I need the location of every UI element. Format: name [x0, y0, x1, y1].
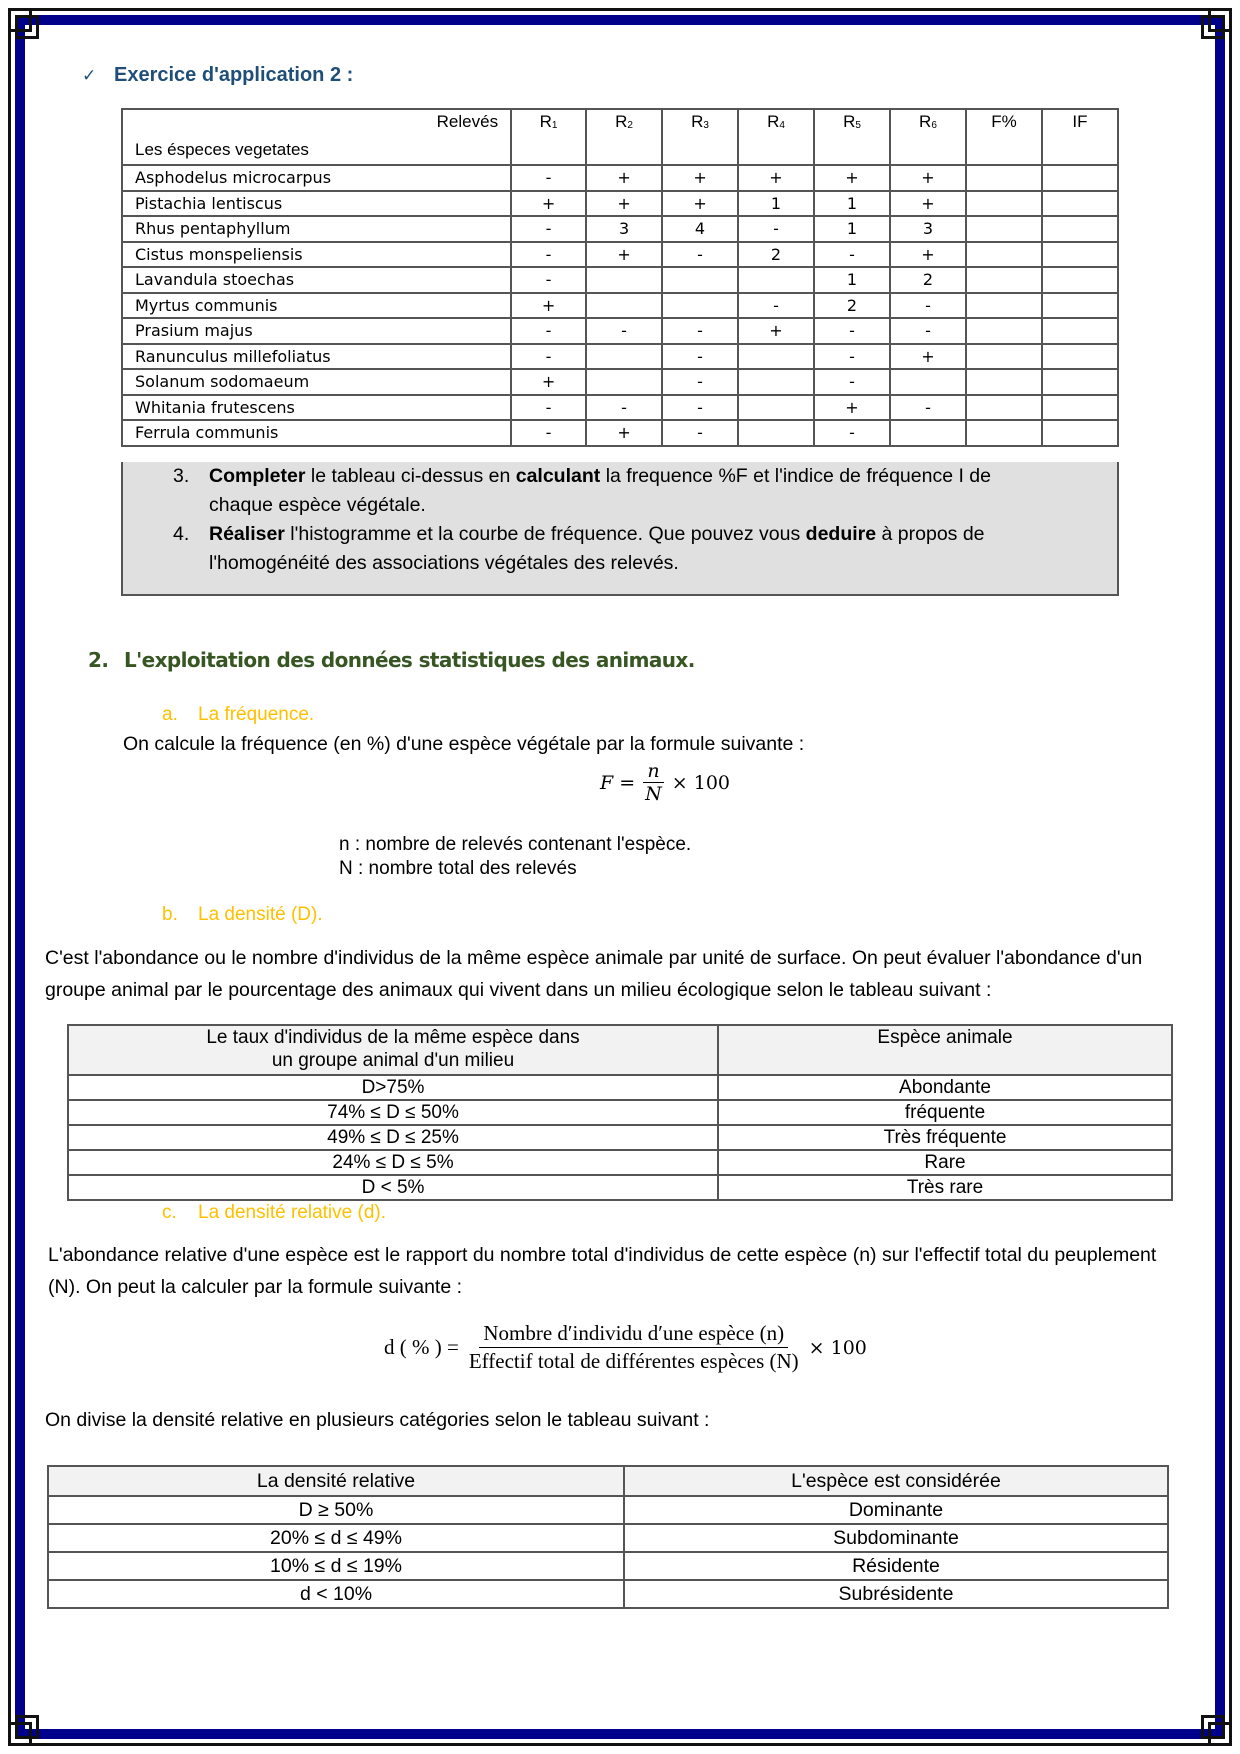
releve-r4-cell [738, 267, 814, 293]
table-row [122, 242, 1118, 268]
table-row [122, 165, 1118, 191]
range-cell: 20% ≤ d ≤ 49% [48, 1524, 624, 1552]
instruction-keyword: Réaliser [209, 523, 285, 545]
table-row [122, 420, 1118, 446]
releve-r5-cell: - [814, 318, 890, 344]
if-cell[interactable] [1042, 293, 1118, 319]
f-percent-cell[interactable] [966, 369, 1042, 395]
releve-r1-cell: - [511, 420, 586, 446]
instructions-list [123, 462, 1117, 578]
releve-r3-cell: - [662, 242, 738, 268]
releve-r6-cell [890, 369, 966, 395]
f-percent-cell[interactable] [966, 191, 1042, 217]
releve-r6-cell [890, 420, 966, 446]
instruction-text: à propos de l'homogénéité des associations végétales des relevés. [209, 523, 985, 574]
if-cell[interactable] [1042, 420, 1118, 446]
releve-r2-cell: + [586, 191, 662, 217]
definition-N: N : nombre total des relevés [339, 858, 577, 879]
releve-r1-cell: - [511, 318, 586, 344]
releve-r2-cell [586, 369, 662, 395]
range-cell: D ≥ 50% [48, 1496, 624, 1524]
table-header-row [122, 109, 1118, 165]
releve-r3-cell: - [662, 318, 738, 344]
releve-r2-cell [586, 267, 662, 293]
subheading-b-title: La densité (D). [198, 904, 323, 925]
releve-r6-cell: - [890, 395, 966, 421]
releve-r4-cell: 2 [738, 242, 814, 268]
releve-r6-cell: + [890, 165, 966, 191]
table-row [122, 191, 1118, 217]
releve-r3-cell: - [662, 420, 738, 446]
releve-r5-cell: 1 [814, 191, 890, 217]
categories-intro: On divise la densité relative en plusieurs catégories selon le tableau suivant : [45, 1409, 710, 1431]
species-name-cell: Ranunculus millefoliatus [122, 344, 511, 370]
subheading-a: a. La fréquence. [162, 704, 315, 725]
species-name-cell: Cistus monspeliensis [122, 242, 511, 268]
releve-r4-cell: - [738, 216, 814, 242]
table-row [122, 344, 1118, 370]
category-cell: Rare [718, 1150, 1172, 1175]
f-percent-cell[interactable] [966, 165, 1042, 191]
instruction-item [123, 520, 1117, 578]
table-row [122, 369, 1118, 395]
f-percent-cell[interactable] [966, 293, 1042, 319]
f-percent-cell[interactable] [966, 242, 1042, 268]
species-name-cell: Myrtus communis [122, 293, 511, 319]
instruction-text: la frequence %F et l'indice de fréquence I de chaque espèce végétale. [209, 465, 991, 516]
category-cell: Résidente [624, 1552, 1168, 1580]
section-2-heading: 2. L'exploitation des données statistiques des animaux. [88, 648, 695, 672]
table-row [68, 1175, 1172, 1200]
species-name-cell: Prasium majus [122, 318, 511, 344]
table-row [122, 216, 1118, 242]
if-cell[interactable] [1042, 242, 1118, 268]
releve-r1-cell: - [511, 267, 586, 293]
f-percent-cell[interactable] [966, 216, 1042, 242]
corner-ornament-tl-inner [15, 15, 39, 39]
header-espece-animale: Espèce animale [718, 1025, 1172, 1075]
table-row [68, 1125, 1172, 1150]
table-row [122, 293, 1118, 319]
range-cell: 10% ≤ d ≤ 19% [48, 1552, 624, 1580]
category-cell: Très rare [718, 1175, 1172, 1200]
formula-denominator: N [645, 783, 662, 805]
releve-r1-cell: - [511, 344, 586, 370]
header-r1: $R_1$ [511, 109, 586, 165]
exercise-title [82, 64, 353, 87]
header-r2: $R_2$ [586, 109, 662, 165]
releve-r5-cell: 1 [814, 267, 890, 293]
relative-density-table [47, 1465, 1169, 1609]
table-row [48, 1552, 1168, 1580]
releve-r6-cell: 2 [890, 267, 966, 293]
releve-r3-cell: - [662, 395, 738, 421]
instruction-item [123, 462, 1117, 520]
table-header-row [68, 1025, 1172, 1075]
range-cell: D < 5% [68, 1175, 718, 1200]
density-classes-table [67, 1024, 1173, 1201]
releve-r2-cell: + [586, 242, 662, 268]
if-cell[interactable] [1042, 267, 1118, 293]
formula-rhs: × 100 [671, 771, 731, 794]
species-name-cell: Asphodelus microcarpus [122, 165, 511, 191]
subheading-c-title: La densité relative (d). [198, 1202, 386, 1223]
species-releves-table [121, 108, 1119, 447]
releve-r4-cell: 1 [738, 191, 814, 217]
table-row [122, 318, 1118, 344]
definition-n: n : nombre de relevés contenant l'espèce. [339, 834, 692, 855]
releve-r1-cell: - [511, 216, 586, 242]
category-cell: Très fréquente [718, 1125, 1172, 1150]
formula-rhs: × 100 [808, 1336, 867, 1359]
releve-r2-cell: + [586, 420, 662, 446]
relative-density-formula [384, 1320, 867, 1375]
formula-lhs: F = [600, 771, 636, 794]
releve-r3-cell [662, 267, 738, 293]
releve-r5-cell: 1 [814, 216, 890, 242]
releve-r6-cell: - [890, 318, 966, 344]
formula-denominator: Effectif total de différentes espèces (N) [468, 1349, 799, 1373]
category-cell: Abondante [718, 1075, 1172, 1100]
f-percent-cell[interactable] [966, 395, 1042, 421]
instruction-number: 3. [173, 465, 190, 487]
releve-r5-cell: - [814, 420, 890, 446]
releve-r1-cell: - [511, 165, 586, 191]
corner-ornament-tr-inner [1201, 15, 1225, 39]
subheading-b: b. La densité (D). [162, 904, 323, 925]
subheading-c: c. La densité relative (d). [162, 1202, 386, 1223]
releve-r1-cell: + [511, 191, 586, 217]
section-2-title: L'exploitation des données statistiques des animaux. [124, 648, 695, 672]
subheading-a-title: La fréquence. [198, 704, 315, 725]
species-name-cell: Whitania frutescens [122, 395, 511, 421]
releve-r6-cell: 3 [890, 216, 966, 242]
table-row [68, 1075, 1172, 1100]
releve-r3-cell: + [662, 165, 738, 191]
header-r4: $R_4$ [738, 109, 814, 165]
f-percent-cell[interactable] [966, 344, 1042, 370]
table-row [68, 1150, 1172, 1175]
releve-r1-cell: - [511, 242, 586, 268]
if-cell[interactable] [1042, 369, 1118, 395]
instruction-number: 4. [173, 523, 190, 545]
instruction-keyword: deduire [805, 523, 877, 545]
range-cell: d < 10% [48, 1580, 624, 1608]
range-cell: D>75% [68, 1075, 718, 1100]
exercise-title-text: Exercice d'application 2 : [114, 64, 354, 86]
releve-r6-cell: + [890, 191, 966, 217]
releve-r5-cell: - [814, 344, 890, 370]
releve-r3-cell: + [662, 191, 738, 217]
species-name-cell: Pistachia lentiscus [122, 191, 511, 217]
f-percent-cell[interactable] [966, 267, 1042, 293]
if-cell[interactable] [1042, 395, 1118, 421]
if-cell[interactable] [1042, 216, 1118, 242]
table-row [122, 395, 1118, 421]
instructions-box [121, 462, 1119, 596]
releve-r2-cell: - [586, 395, 662, 421]
table-header-row [48, 1466, 1168, 1496]
releve-r4-cell: + [738, 165, 814, 191]
category-cell: Subrésidente [624, 1580, 1168, 1608]
header-corner-cell [122, 109, 511, 165]
header-r6: $R_6$ [890, 109, 966, 165]
table-row [48, 1524, 1168, 1552]
releve-r4-cell: + [738, 318, 814, 344]
formula-fraction [641, 760, 666, 805]
releve-r2-cell: - [586, 318, 662, 344]
releve-r5-cell: 2 [814, 293, 890, 319]
releve-r5-cell: + [814, 165, 890, 191]
species-name-cell: Rhus pentaphyllum [122, 216, 511, 242]
releve-r5-cell: - [814, 242, 890, 268]
species-name-cell: Ferrula communis [122, 420, 511, 446]
header-r5: $R_5$ [814, 109, 890, 165]
formula-numerator: Nombre d′individu d′une espèce (n) [479, 1320, 788, 1348]
species-name-cell: Lavandula stoechas [122, 267, 511, 293]
instruction-keyword: calculant [515, 465, 601, 487]
table-row [48, 1580, 1168, 1608]
if-cell[interactable] [1042, 191, 1118, 217]
f-percent-cell[interactable] [966, 318, 1042, 344]
if-cell[interactable] [1042, 165, 1118, 191]
releve-r1-cell: + [511, 369, 586, 395]
releve-r4-cell [738, 344, 814, 370]
header-taux: Le taux d'individus de la même espèce dans un groupe animal d'un milieu [68, 1025, 718, 1075]
releve-r5-cell: + [814, 395, 890, 421]
frequency-formula [600, 760, 730, 805]
header-densite-relative: La densité relative [48, 1466, 624, 1496]
frequency-intro: On calcule la fréquence (en %) d'une espèce végétale par la formule suivante : [123, 733, 805, 755]
releve-r6-cell: + [890, 242, 966, 268]
species-label: Les éspeces vegetates [135, 140, 309, 159]
instruction-text: l'histogramme et la courbe de fréquence. Que pouvez vous [284, 523, 806, 545]
releve-r4-cell: - [738, 293, 814, 319]
releve-r1-cell: + [511, 293, 586, 319]
instruction-keyword: Completer [209, 465, 306, 487]
releve-r2-cell [586, 344, 662, 370]
releve-r2-cell: 3 [586, 216, 662, 242]
releve-r6-cell: + [890, 344, 966, 370]
formula-numerator: n [643, 760, 663, 783]
relative-density-text: L'abondance relative d'une espèce est le rapport du nombre total d'individus de cette espèce (n) sur l'effectif total du peuplement (N). On peut la calculer par la formule suivante : [48, 1244, 1157, 1298]
range-cell: 49% ≤ D ≤ 25% [68, 1125, 718, 1150]
releve-r6-cell: - [890, 293, 966, 319]
range-cell: 74% ≤ D ≤ 50% [68, 1100, 718, 1125]
category-cell: Dominante [624, 1496, 1168, 1524]
header-if: IF [1042, 109, 1118, 165]
releve-r1-cell: - [511, 395, 586, 421]
releve-r3-cell [662, 293, 738, 319]
releve-r4-cell [738, 369, 814, 395]
releve-r2-cell: + [586, 165, 662, 191]
releve-r3-cell: - [662, 369, 738, 395]
header-f-percent: F% [966, 109, 1042, 165]
table-row [68, 1100, 1172, 1125]
releve-r3-cell: 4 [662, 216, 738, 242]
releve-r4-cell [738, 420, 814, 446]
corner-ornament-br-inner [1201, 1715, 1225, 1739]
table-row [122, 267, 1118, 293]
category-cell: Subdominante [624, 1524, 1168, 1552]
table-row [48, 1496, 1168, 1524]
corner-ornament-bl-inner [15, 1715, 39, 1739]
if-cell[interactable] [1042, 318, 1118, 344]
if-cell[interactable] [1042, 344, 1118, 370]
species-name-cell: Solanum sodomaeum [122, 369, 511, 395]
header-r3: $R_3$ [662, 109, 738, 165]
releve-r2-cell [586, 293, 662, 319]
instruction-text: le tableau ci-dessus en [305, 465, 516, 487]
range-cell: 24% ≤ D ≤ 5% [68, 1150, 718, 1175]
releve-r4-cell [738, 395, 814, 421]
density-text: C'est l'abondance ou le nombre d'individus de la même espèce animale par unité de surface. On peut évaluer l'abondance d'un groupe animal par le pourcentage des animaux qui vivent dans un milieu écologique selon le tableau suivant : [45, 947, 1143, 1001]
releve-r5-cell: - [814, 369, 890, 395]
formula-lhs: d ( % ) = [384, 1335, 459, 1359]
category-cell: fréquente [718, 1100, 1172, 1125]
releve-r3-cell: - [662, 344, 738, 370]
f-percent-cell[interactable] [966, 420, 1042, 446]
header-espece-consideree: L'espèce est considérée [624, 1466, 1168, 1496]
formula-fraction [465, 1320, 803, 1375]
checkmark-icon: ✓ [82, 66, 97, 86]
releves-label: Relevés [436, 112, 499, 131]
